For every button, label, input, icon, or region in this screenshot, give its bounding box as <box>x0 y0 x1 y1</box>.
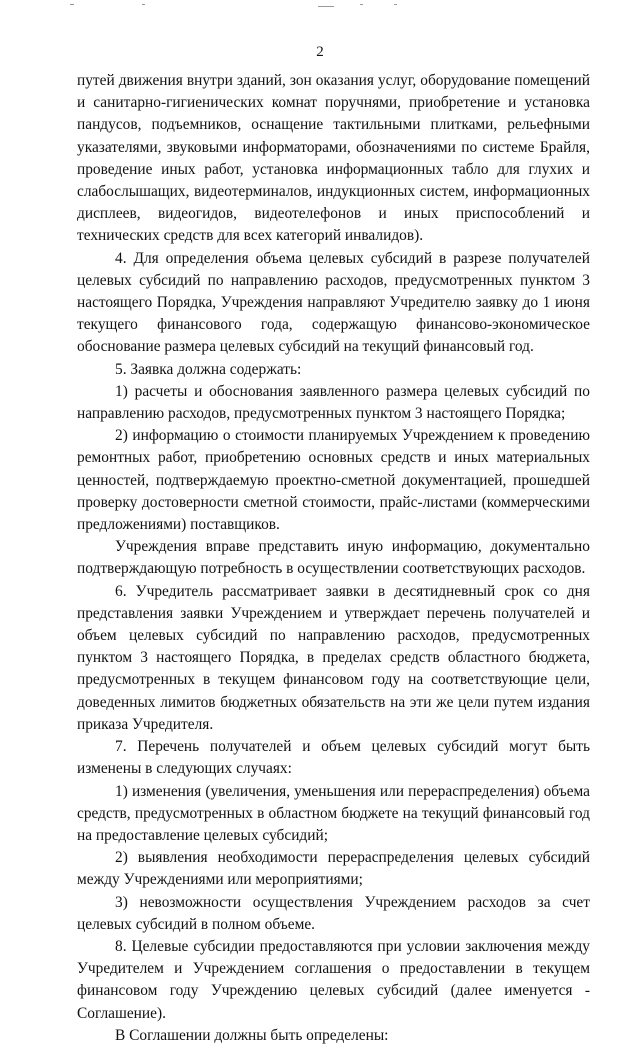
paragraph-p4: 4. Для определения объема целевых субсидий в разрезе получателей целевых субсидий по направлению расходов, предусмотренных пунктом 3 настоящего Порядка, Учреждения направляют Учредителю заявку до 1 июня текущего финансового года, содержащую финансово-экономическое обоснование размера целевых субсидий на текущий финансовый год. <box>77 249 590 356</box>
document-body <box>77 70 590 1047</box>
paragraph-p5-2: 2) информацию о стоимости планируемых Учреждением к проведению ремонтных работ, приобретению основных средств и иных материальных ценностей, подтверждаемую проектно-сметной документацией, прошедшей проверку достоверности сметной стоимости, прайс-листами (коммерческими предложениями) поставщиков. <box>77 427 590 534</box>
paragraph-p5: 5. Заявка должна содержать: <box>115 360 302 378</box>
paragraph-p5-1: 1) расчеты и обоснования заявленного размера целевых субсидий по направлению расходов, предусмотренных пунктом 3 настоящего Порядка; <box>77 382 590 423</box>
paragraph-p7: 7. Перечень получателей и объем целевых субсидий могут быть изменены в следующих случаях: <box>77 738 590 778</box>
paragraph-p7-3: 3) невозможности осуществления Учреждением расходов за счет целевых субсидий в полном объеме. <box>77 893 590 933</box>
paragraph-p8: 8. Целевые субсидии предоставляются при условии заключения между Учредителем и Учреждением соглашения о предоставлении в текущем финансовом году Учреждению целевых субсидий (далее именуется - Соглашение). <box>77 937 590 1022</box>
paragraph-p7-2: 2) выявления необходимости перераспределения целевых субсидий между Учреждениями или мероприятиями; <box>77 849 590 889</box>
scan-artifacts <box>0 4 640 12</box>
paragraph-p8-1: В Соглашении должны быть определены: <box>115 1026 389 1044</box>
paragraph-p5-3: Учреждения вправе представить иную информацию, документально подтверждающую потребность в осуществлении соответствующих расходов. <box>77 538 590 578</box>
page-number: 2 <box>316 44 324 60</box>
paragraph-p7-1: 1) изменения (увеличения, уменьшения или перераспределения) объема средств, предусмотренных в областном бюджете на текущий финансовый год на предоставление целевых субсидий; <box>77 782 590 844</box>
paragraph-p6: 6. Учредитель рассматривает заявки в десятидневный срок со дня представления заявки Учреждением и утверждает перечень получателей и объем целевых субсидий по направлению расходов, предусмотренных пунктом 3 настоящего Порядка, в пределах средств областного бюджета, предусмотренных в текущем финансовом году на соответствующие цели, доведенных лимитов бюджетных обязательств на эти же цели путем издания приказа Учредителя. <box>77 582 590 733</box>
paragraph-p-cont: путей движения внутри зданий, зон оказания услуг, оборудование помещений и санитарно-гигиенических комнат поручнями, приобретение и установка пандусов, подъемников, оснащение тактильными плитками, рельефными указателями, звуковыми информаторами, обозначениями по системе Брайля, проведение иных работ, установка информационных табло для глухих и слабослышащих, видеотерминалов, индукционных систем, информационных дисплеев, видеогидов, видеотелефонов и иных приспособлений и технических средств для всех категорий инвалидов). <box>77 72 590 245</box>
